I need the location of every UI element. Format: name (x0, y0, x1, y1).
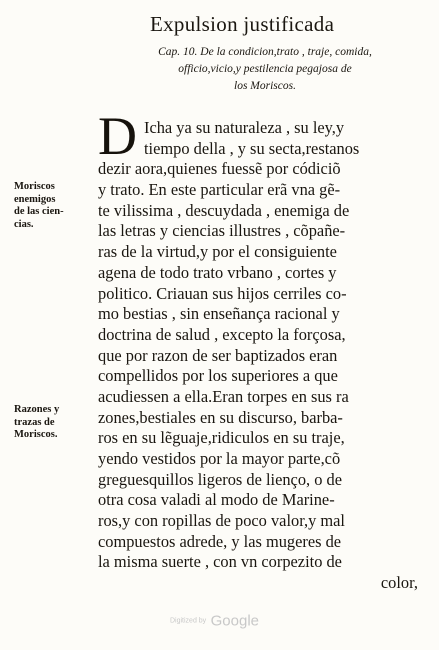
margin-note-line: trazas de (14, 416, 55, 428)
text-line: otra cosa valadi al modo de Marine- (98, 490, 335, 510)
watermark-brand: Google (210, 612, 260, 630)
text-line: acudiessen a ella.Eran torpes en sus ra (98, 386, 349, 406)
text-line: que por razon de ser baptizados eran (98, 345, 338, 365)
margin-note-line: de las cien- (14, 206, 64, 217)
chapter-heading-line: Cap. 10. De la condicion,trato , traje, comida, (158, 46, 372, 58)
text-line: mo bestias , sin enseñança racional y (98, 304, 340, 324)
margin-note-line: Moriscos. (14, 429, 58, 440)
google-watermark (170, 612, 290, 630)
text-line: ros en su lẽguaje,ridiculos en su traje, (98, 428, 345, 448)
running-head: Expulsion justificada (150, 12, 335, 36)
text-line: la misma suerte , con vn corpezito de (98, 552, 342, 572)
text-line: yendo vestidos por la mayor parte,cõ (98, 449, 341, 468)
text-line: tiempo della , y su secta,restanos (144, 138, 360, 158)
drop-cap: D (98, 106, 137, 166)
text-line: doctrina de salud , excepto la forçosa, (98, 324, 346, 344)
margin-note-line: enemigos (14, 193, 56, 205)
text-line: Icha ya su naturaleza , su ley,y (144, 118, 345, 137)
text-line: agena de todo trato vrbano , cortes y (98, 262, 337, 282)
margin-note (14, 181, 96, 231)
body-text (98, 118, 418, 594)
text-line: color, (380, 573, 418, 593)
text-line: compuestos adrede, y las mugeres de (98, 531, 342, 551)
text-line: compellidos por los superiores a que (98, 366, 338, 386)
watermark-prefix: Digitized by (170, 617, 207, 625)
text-line: zones,bestiales en su discurso, barba- (98, 407, 343, 427)
text-line: dezir aora,quienes fuessẽ por códiciõ (98, 159, 341, 179)
text-line: las letras y ciencias illustres , cõpañe- (98, 221, 346, 241)
text-line: ros,y con ropillas de poco valor,y mal (98, 511, 345, 531)
chapter-heading (100, 44, 430, 95)
text-line: politico. Criauan sus hijos cerriles co- (98, 283, 347, 303)
chapter-heading-line: los Moriscos. (234, 80, 296, 92)
margin-note-line: cias. (14, 218, 34, 230)
margin-note-line: Moriscos (14, 181, 55, 192)
text-line: ras de la virtud,y por el consiguiente (98, 242, 337, 262)
text-line: te vilissima , descuydada , enemiga de (98, 200, 350, 220)
text-line: y trato. En este particular erã vna gẽ- (98, 180, 341, 200)
margin-note (14, 404, 96, 442)
chapter-heading-line: officio,vicio,y pestilencia pegajosa de (178, 63, 352, 75)
text-line: greguesquillos ligeros de lienço, o de (98, 469, 342, 489)
margin-note-line: Razones y (14, 404, 60, 415)
